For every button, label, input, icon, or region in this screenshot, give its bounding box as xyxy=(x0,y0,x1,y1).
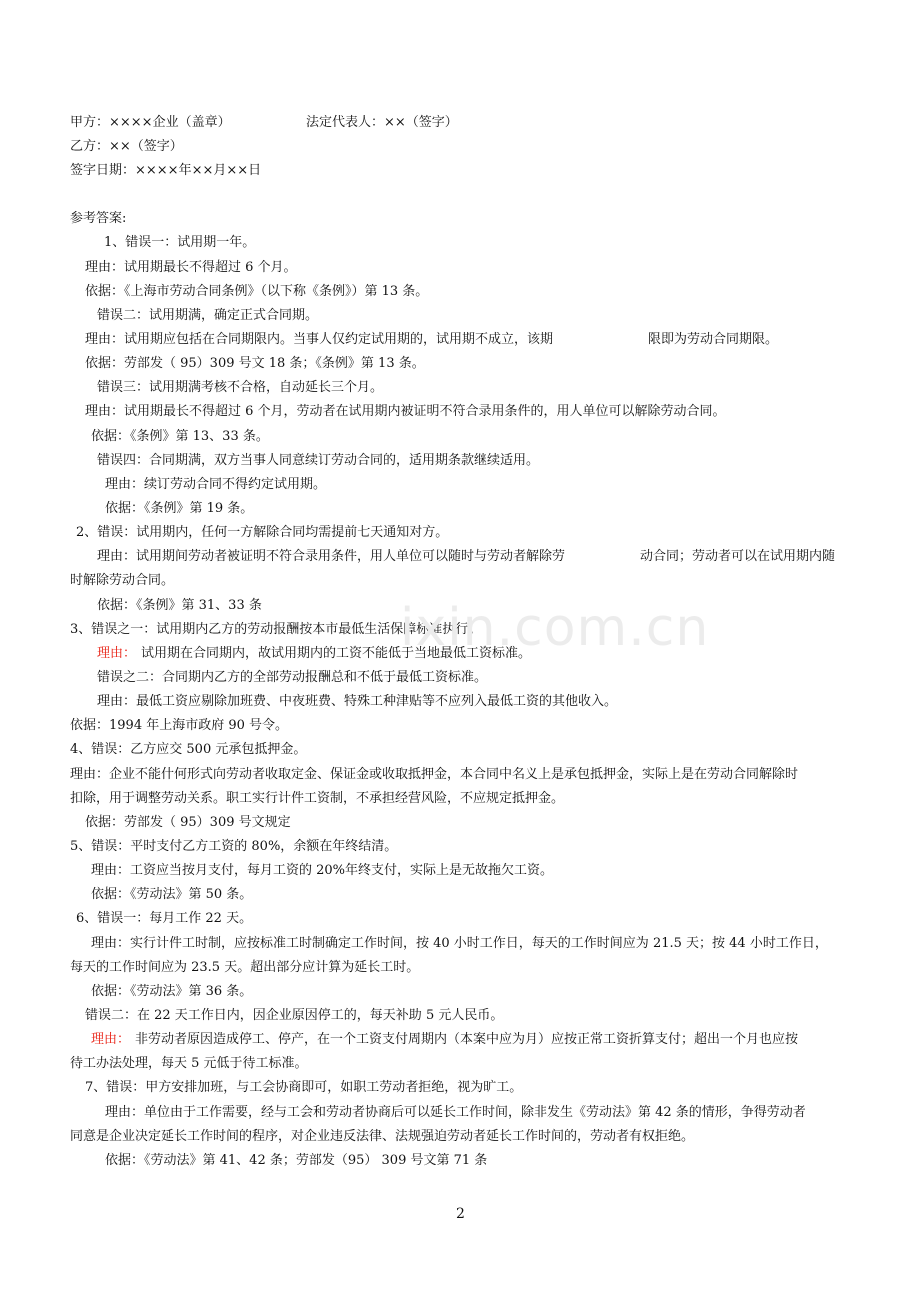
text-line: 2、错误：试用期内，任何一方解除合同均需提前七天通知对方。 xyxy=(76,525,449,540)
text-line: 错误四：合同期满，双方当事人同意续订劳动合同的，适用期条款继续适用。 xyxy=(97,453,540,468)
text-line: 依据：《条例》第 31、33 条 xyxy=(97,598,262,613)
text-line: 非劳动者原因造成停工、停产，在一个工资支付周期内（本案中应为月）应按正常工资折算支付；超出一个月也应按 xyxy=(135,1032,799,1047)
text-line: 同意是企业决定延长工作时间的程序，对企业违反法律、法规强迫劳动者延长工作时间的，劳动者有权拒绝。 xyxy=(70,1129,695,1144)
text-line: 理由：实行计件工时制，应按标准工时制确定工作时间，按 40 小时工作日，每天的工作时间应为 21.5 天；按 44 小时工作日， xyxy=(91,936,828,951)
text-line: 理由：试用期应包括在合同期限内。当事人仅约定试用期的，试用期不成立，该期 xyxy=(85,332,554,347)
text-line: 每天的工作时间应为 23.5 天。超出部分应计算为延长工时。 xyxy=(70,960,420,975)
header-legal-rep: 法定代表人：××（签字） xyxy=(306,115,458,130)
text-line: 依据：《劳动法》第 50 条。 xyxy=(91,887,253,902)
text-line: 错误三：试用期满考核不合格，自动延长三个月。 xyxy=(97,380,384,395)
text-line: 7、错误：甲方安排加班，与工会协商即可，如职工劳动者拒绝，视为旷工。 xyxy=(85,1080,523,1095)
text-line: 理由：续订劳动合同不得约定试用期。 xyxy=(105,477,327,492)
text-line: 理由：企业不能什何形式向劳动者收取定金、保证金或收取抵押金，本合同中名义上是承包抵押金，实际上是在劳动合同解除时 xyxy=(70,767,799,782)
text-line: 理由：工资应当按月支付，每月工资的 20%年终支付，实际上是无故拖欠工资。 xyxy=(91,863,554,878)
text-line: 错误二：试用期满，确定正式合同期。 xyxy=(97,308,319,323)
text-line: 理由：试用期最长不得超过 6 个月。 xyxy=(85,260,297,275)
answers-title: 参考答案: xyxy=(70,211,127,226)
reason-label-red: 理由： xyxy=(97,646,137,661)
text-line: 依据：《劳动法》第 36 条。 xyxy=(91,984,253,999)
text-line: 3、错误之一：试用期内乙方的劳动报酬按本市最低生活保障标准执行。 xyxy=(70,622,482,637)
text-line: 错误二：在 22 天工作日内，因企业原因停工的，每天补助 5 元人民币。 xyxy=(85,1008,504,1023)
text-line: 依据：《劳动法》第 41、42 条；劳部发（95） 309 号文第 71 条 xyxy=(105,1153,488,1168)
text-line: 理由：试用期最长不得超过 6 个月，劳动者在试用期内被证明不符合录用条件的，用人单位可以解除劳动合同。 xyxy=(85,404,726,419)
text-line: 1、错误一：试用期一年。 xyxy=(104,235,256,250)
text-line: 扣除，用于调整劳动关系。职工实行计件工资制，不承担经营风险，不应规定抵押金。 xyxy=(70,791,565,806)
text-line: 理由：试用期间劳动者被证明不符合录用条件，用人单位可以随时与劳动者解除劳 xyxy=(97,549,566,564)
header-party-a: 甲方：××××企业（盖章） xyxy=(70,115,231,130)
text-line: 试用期在合同期内，故试用期内的工资不能低于当地最低工资标准。 xyxy=(141,646,532,661)
text-line: 依据：1994 年上海市政府 90 号令。 xyxy=(70,718,289,733)
text-line: 依据：《条例》第 13、33 条。 xyxy=(91,429,269,444)
header-sign-date: 签字日期：××××年××月××日 xyxy=(70,163,262,178)
text-line: 6、错误一：每月工作 22 天。 xyxy=(76,911,253,926)
text-line: 限即为劳动合同期限。 xyxy=(648,332,779,347)
text-line: 5、错误：平时支付乙方工资的 80%，余额在年终结清。 xyxy=(70,839,398,854)
watermark: ixin.com.cn xyxy=(400,598,710,658)
text-line: 理由：最低工资应剔除加班费、中夜班费、特殊工种津贴等不应列入最低工资的其他收入。 xyxy=(97,694,618,709)
text-line: 依据：《上海市劳动合同条例》（以下称《条例》）第 13 条。 xyxy=(85,284,429,299)
text-line: 依据：劳部发（ 95）309 号文规定 xyxy=(85,815,291,830)
text-line: 待工办法处理，每天 5 元低于待工标准。 xyxy=(70,1056,308,1071)
text-line: 错误之二：合同期内乙方的全部劳动报酬总和不低于最低工资标准。 xyxy=(97,670,488,685)
text-line: 理由：单位由于工作需要，经与工会和劳动者协商后可以延长工作时间，除非发生《劳动法》第 42 条的情形，争得劳动者 xyxy=(105,1105,806,1120)
text-line: 依据：劳部发（ 95）309 号文 18 条；《条例》第 13 条。 xyxy=(85,356,425,371)
text-line: 4、错误：乙方应交 500 元承包抵押金。 xyxy=(70,742,307,757)
text-line: 依据：《条例》第 19 条。 xyxy=(105,501,254,516)
reason-label-red: 理由： xyxy=(91,1032,131,1047)
text-line: 动合同；劳动者可以在试用期内随 xyxy=(640,549,836,564)
text-line: 时解除劳动合同。 xyxy=(70,573,175,588)
header-party-b: 乙方：××（签字） xyxy=(70,139,183,154)
page-number: 2 xyxy=(456,1206,465,1222)
